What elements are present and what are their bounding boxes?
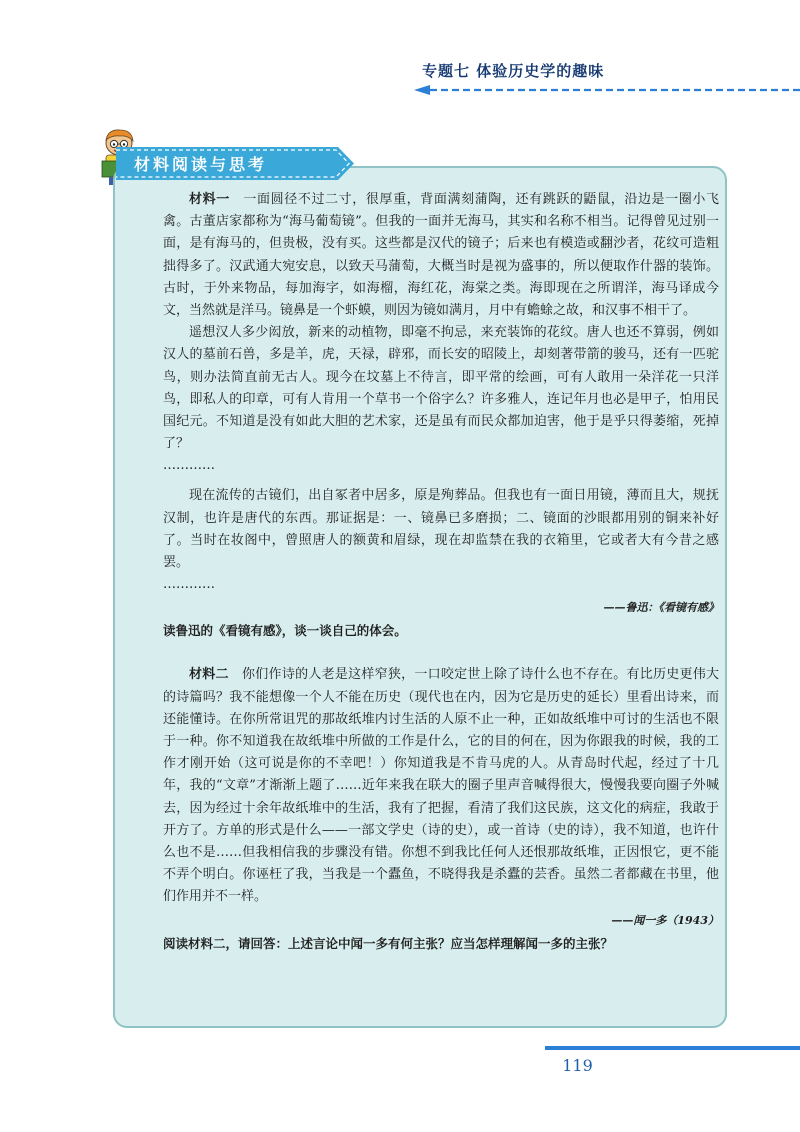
material-one-paragraph-2: 遥想汉人多少闳放，新来的动植物，即毫不拘忌，来充装饰的花纹。唐人也还不算弱，例如汉人的墓前石兽，多是羊，虎，天禄，辟邪，而长安的昭陵上，却刻著带箭的骏马，还有一匹驼鸟，则办法简直前无古人。现今在坟墓上不待言，即平常的绘画，可有人敢用一朵洋花一只洋鸟，即私人的印章，可有人肯用一个草书一个俗字么？许多雅人，连记年月也必是甲子，怕用民国纪元。不知道是没有如此大胆的艺术家，还是虽有而民众都加迫害，他于是乎只得萎缩，死掉了？: [163, 325, 719, 452]
material-one-label: 材料一: [189, 192, 230, 207]
header-rule: [0, 82, 800, 96]
material-one-question: 读鲁迅的《看镜有感》，谈一谈自己的体会。: [163, 623, 407, 639]
material-one-attribution: ——鲁迅：《看镜有感》: [603, 601, 719, 615]
section-title: 材料阅读与思考: [134, 155, 268, 174]
chapter-title: 专题七 体验历史学的趣味: [422, 62, 605, 80]
material-two-attribution: ——闻一多（1943）: [611, 913, 719, 927]
material-two-question: 阅读材料二，请回答：上述言论中闻一多有何主张？应当怎样理解闻一多的主张？: [163, 935, 614, 951]
ellipsis-1: …………: [163, 458, 215, 474]
material-two-label: 材料二: [189, 667, 229, 683]
page-number: 119: [562, 1056, 593, 1075]
material-one-text-1: 一面圆径不过二寸，很厚重，背面满刻蒲陶，还有跳跃的鼯鼠，沿边是一圈小飞禽。古董店家都称为“海马葡萄镜”。但我的一面并无海马，其实和名称不相当。记得曾见过别一面，是有海马的，但贵极，没有买。这些都是汉代的镜子；后来也有模造或翻沙者，花纹可造粗拙得多了。汉武通大宛安息，以致天马蒲萄，大概当时是视为盛事的，所以便取作什器的装饰。古时，于外来物品，每加海字，如海榴，海红花，海棠之类。海即现在之所谓洋，海马译成今文，当然就是洋马。镜鼻是一个虾蟆，则因为镜如满月，月中有蟾蜍之故，和汉事不相干了。: [163, 192, 719, 319]
footer-rule: [545, 1046, 800, 1050]
section-banner: [116, 147, 354, 180]
reading-material: [163, 189, 719, 955]
material-one-paragraph-1: [163, 189, 719, 322]
material-two-text-1: 你们作诗的人老是这样窄狭，一口咬定世上除了诗什么也不存在。有比历史更伟大的诗篇吗？我不能想像一个人不能在历史（现代也在内，因为它是历史的延长）里看出诗来，而还能懂诗。在你所常诅咒的那故纸堆内讨生活的人原不止一种，正如故纸堆中可讨的生活也不限于一种。你不知道我在故纸堆中所做的工作是什么，它的目的何在，因为你跟我的时候，我的工作才刚开始（这可说是你的不幸吧！）你知道我是不肯马虎的人。从青岛时代起，经过了十几年，我的“文章”才渐渐上题了……近年来我在联大的圈子里声音喊得很大，慢慢我要向圈子外喊去，因为经过十余年故纸堆中的生活，我有了把握，看清了我们这民族，这文化的病症，我敢于开方了。方单的形式是什么——一部文学史（诗的史），或一首诗（史的诗），我不知道，也许什么也不是……但我相信我的步骤没有错。你想不到我比任何人还恨那故纸堆，正因恨它，更不能不弄个明白。你诬枉了我，当我是一个蠹鱼，不晓得我是杀蠹的芸香。虽然二者都藏在书里，他们作用并不一样。: [163, 667, 719, 905]
material-two-paragraph-1: [163, 664, 719, 908]
ellipsis-2: …………: [163, 577, 215, 593]
material-one-paragraph-3: 现在流传的古镜们，出自冢者中居多，原是殉葬品。但我也有一面日用镜，薄而且大，规抚汉制，也许是唐代的东西。那证据是：一、镜鼻已多磨损；二、镜面的沙眼都用别的铜来补好了。当时在妆阁中，曾照唐人的额黄和眉绿，现在却监禁在我的衣箱里，它或者大有今昔之感罢。: [163, 488, 719, 571]
